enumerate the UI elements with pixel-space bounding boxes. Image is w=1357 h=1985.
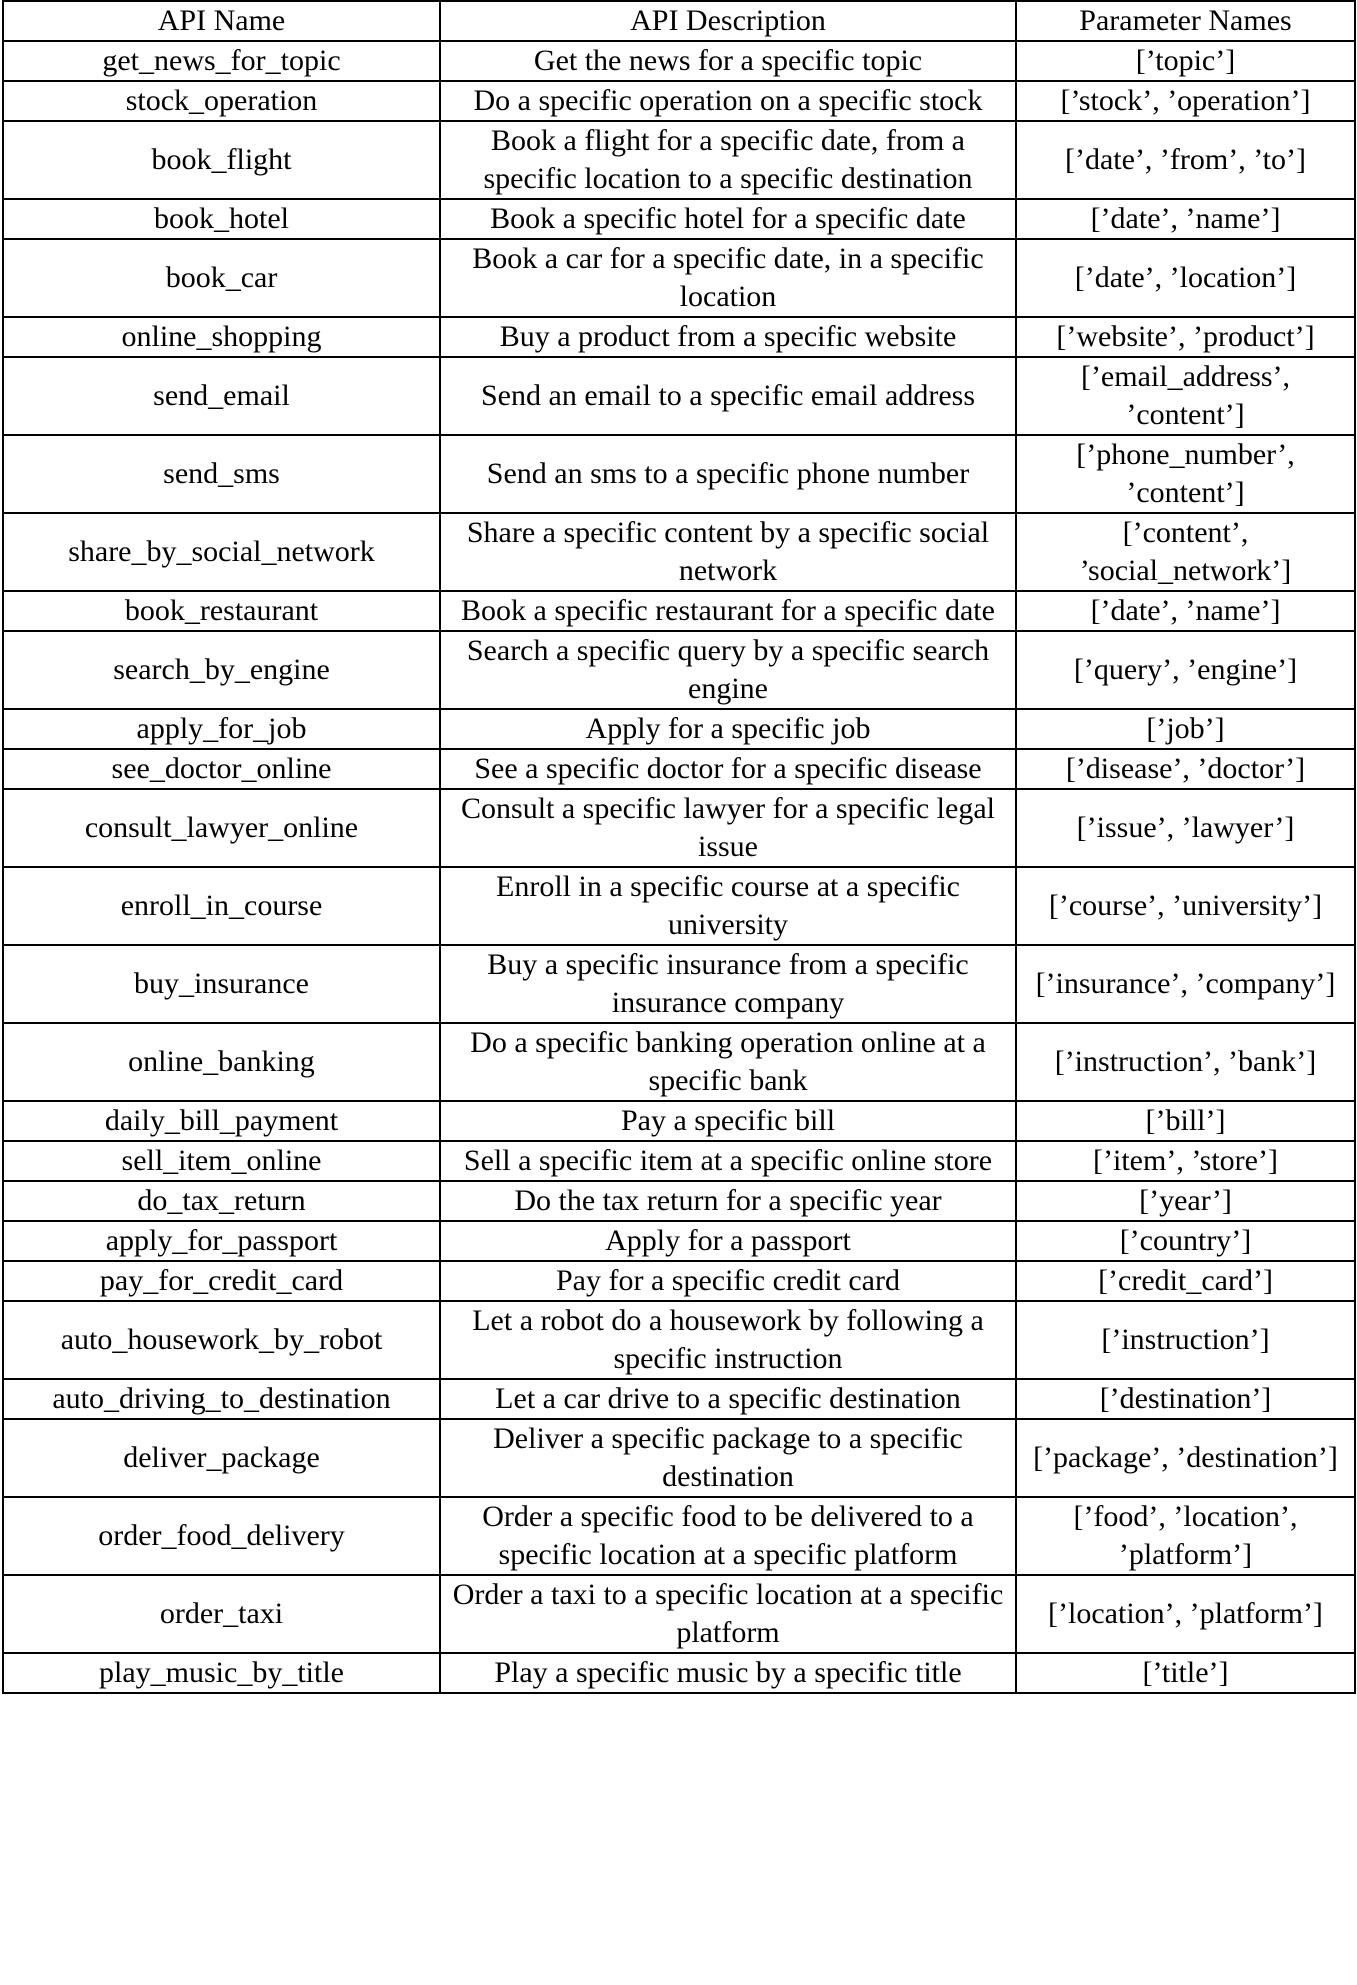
table-row: [3, 1101, 1355, 1141]
api-description-cell: Order a specific food to be delivered to a specific location at a specific platform: [440, 1497, 1016, 1575]
api-name-cell: deliver_package: [3, 1419, 440, 1497]
api-name-cell: book_car: [3, 239, 440, 317]
parameter-names-cell: [’country’]: [1016, 1221, 1355, 1261]
parameter-names-cell: [’website’, ’product’]: [1016, 317, 1355, 357]
parameter-names-cell: [’destination’]: [1016, 1379, 1355, 1419]
api-table: [2, 0, 1356, 1694]
parameter-names-cell: [’insurance’, ’company’]: [1016, 945, 1355, 1023]
parameter-names-cell: [’bill’]: [1016, 1101, 1355, 1141]
header-parameter-names: Parameter Names: [1016, 1, 1355, 41]
api-name-cell: see_doctor_online: [3, 749, 440, 789]
parameter-names-cell: [’credit_card’]: [1016, 1261, 1355, 1301]
api-name-cell: send_email: [3, 357, 440, 435]
api-name-cell: enroll_in_course: [3, 867, 440, 945]
table-row: [3, 709, 1355, 749]
api-name-cell: pay_for_credit_card: [3, 1261, 440, 1301]
table-row: [3, 513, 1355, 591]
parameter-names-cell: [’issue’, ’lawyer’]: [1016, 789, 1355, 867]
api-description-cell: Sell a specific item at a specific online store: [440, 1141, 1016, 1181]
parameter-names-cell: [’content’, ’social_network’]: [1016, 513, 1355, 591]
api-name-cell: book_restaurant: [3, 591, 440, 631]
api-description-cell: Book a specific hotel for a specific date: [440, 199, 1016, 239]
table-row: [3, 1261, 1355, 1301]
parameter-names-cell: [’instruction’, ’bank’]: [1016, 1023, 1355, 1101]
api-description-cell: Consult a specific lawyer for a specific legal issue: [440, 789, 1016, 867]
table-row: [3, 1419, 1355, 1497]
api-description-cell: Pay a specific bill: [440, 1101, 1016, 1141]
api-description-cell: Send an sms to a specific phone number: [440, 435, 1016, 513]
table-row: [3, 121, 1355, 199]
table-row: [3, 591, 1355, 631]
table-row: [3, 1181, 1355, 1221]
parameter-names-cell: [’date’, ’location’]: [1016, 239, 1355, 317]
api-name-cell: apply_for_passport: [3, 1221, 440, 1261]
table-row: [3, 1141, 1355, 1181]
parameter-names-cell: [’job’]: [1016, 709, 1355, 749]
table-row: [3, 357, 1355, 435]
api-name-cell: send_sms: [3, 435, 440, 513]
api-description-cell: Let a robot do a housework by following a specific instruction: [440, 1301, 1016, 1379]
header-api-description: API Description: [440, 1, 1016, 41]
parameter-names-cell: [’course’, ’university’]: [1016, 867, 1355, 945]
parameter-names-cell: [’date’, ’from’, ’to’]: [1016, 121, 1355, 199]
parameter-names-cell: [’year’]: [1016, 1181, 1355, 1221]
api-name-cell: get_news_for_topic: [3, 41, 440, 81]
table-row: [3, 317, 1355, 357]
api-description-cell: Buy a specific insurance from a specific insurance company: [440, 945, 1016, 1023]
header-api-name: API Name: [3, 1, 440, 41]
api-name-cell: buy_insurance: [3, 945, 440, 1023]
api-description-cell: Buy a product from a specific website: [440, 317, 1016, 357]
api-name-cell: share_by_social_network: [3, 513, 440, 591]
parameter-names-cell: [’instruction’]: [1016, 1301, 1355, 1379]
api-description-cell: Play a specific music by a specific title: [440, 1653, 1016, 1693]
parameter-names-cell: [’query’, ’engine’]: [1016, 631, 1355, 709]
table-row: [3, 867, 1355, 945]
api-name-cell: online_shopping: [3, 317, 440, 357]
api-description-cell: Book a flight for a specific date, from a specific location to a specific destination: [440, 121, 1016, 199]
api-description-cell: Deliver a specific package to a specific destination: [440, 1419, 1016, 1497]
api-name-cell: apply_for_job: [3, 709, 440, 749]
api-description-cell: Share a specific content by a specific social network: [440, 513, 1016, 591]
api-description-cell: Do a specific operation on a specific stock: [440, 81, 1016, 121]
table-row: [3, 631, 1355, 709]
parameter-names-cell: [’location’, ’platform’]: [1016, 1575, 1355, 1653]
api-name-cell: play_music_by_title: [3, 1653, 440, 1693]
api-description-cell: Enroll in a specific course at a specific university: [440, 867, 1016, 945]
parameter-names-cell: [’stock’, ’operation’]: [1016, 81, 1355, 121]
api-description-cell: Get the news for a specific topic: [440, 41, 1016, 81]
api-name-cell: order_food_delivery: [3, 1497, 440, 1575]
api-description-cell: Pay for a specific credit card: [440, 1261, 1016, 1301]
table-row: [3, 1301, 1355, 1379]
parameter-names-cell: [’phone_number’, ’content’]: [1016, 435, 1355, 513]
api-name-cell: consult_lawyer_online: [3, 789, 440, 867]
parameter-names-cell: [’email_address’, ’content’]: [1016, 357, 1355, 435]
table-row: [3, 789, 1355, 867]
api-description-cell: Let a car drive to a specific destination: [440, 1379, 1016, 1419]
table-row: [3, 41, 1355, 81]
api-description-cell: Do a specific banking operation online at a specific bank: [440, 1023, 1016, 1101]
api-description-cell: Do the tax return for a specific year: [440, 1181, 1016, 1221]
table-row: [3, 1497, 1355, 1575]
parameter-names-cell: [’date’, ’name’]: [1016, 199, 1355, 239]
api-description-cell: See a specific doctor for a specific disease: [440, 749, 1016, 789]
table-row: [3, 1575, 1355, 1653]
api-name-cell: auto_driving_to_destination: [3, 1379, 440, 1419]
api-description-cell: Book a car for a specific date, in a specific location: [440, 239, 1016, 317]
parameter-names-cell: [’date’, ’name’]: [1016, 591, 1355, 631]
parameter-names-cell: [’item’, ’store’]: [1016, 1141, 1355, 1181]
api-description-cell: Book a specific restaurant for a specific date: [440, 591, 1016, 631]
header-row: [3, 1, 1355, 41]
api-name-cell: book_hotel: [3, 199, 440, 239]
table-row: [3, 435, 1355, 513]
api-name-cell: online_banking: [3, 1023, 440, 1101]
table-row: [3, 1379, 1355, 1419]
table-row: [3, 945, 1355, 1023]
api-name-cell: stock_operation: [3, 81, 440, 121]
parameter-names-cell: [’food’, ’location’, ’platform’]: [1016, 1497, 1355, 1575]
table-body: [3, 41, 1355, 1693]
api-name-cell: auto_housework_by_robot: [3, 1301, 440, 1379]
api-name-cell: sell_item_online: [3, 1141, 440, 1181]
parameter-names-cell: [’title’]: [1016, 1653, 1355, 1693]
parameter-names-cell: [’package’, ’destination’]: [1016, 1419, 1355, 1497]
api-name-cell: search_by_engine: [3, 631, 440, 709]
table-row: [3, 749, 1355, 789]
api-description-cell: Apply for a passport: [440, 1221, 1016, 1261]
api-description-cell: Order a taxi to a specific location at a specific platform: [440, 1575, 1016, 1653]
api-description-cell: Apply for a specific job: [440, 709, 1016, 749]
table-row: [3, 199, 1355, 239]
api-description-cell: Search a specific query by a specific search engine: [440, 631, 1016, 709]
table-row: [3, 1653, 1355, 1693]
table-row: [3, 1023, 1355, 1101]
table-row: [3, 81, 1355, 121]
api-name-cell: daily_bill_payment: [3, 1101, 440, 1141]
api-description-cell: Send an email to a specific email address: [440, 357, 1016, 435]
api-name-cell: order_taxi: [3, 1575, 440, 1653]
api-name-cell: book_flight: [3, 121, 440, 199]
api-name-cell: do_tax_return: [3, 1181, 440, 1221]
parameter-names-cell: [’topic’]: [1016, 41, 1355, 81]
parameter-names-cell: [’disease’, ’doctor’]: [1016, 749, 1355, 789]
table-row: [3, 1221, 1355, 1261]
table-row: [3, 239, 1355, 317]
